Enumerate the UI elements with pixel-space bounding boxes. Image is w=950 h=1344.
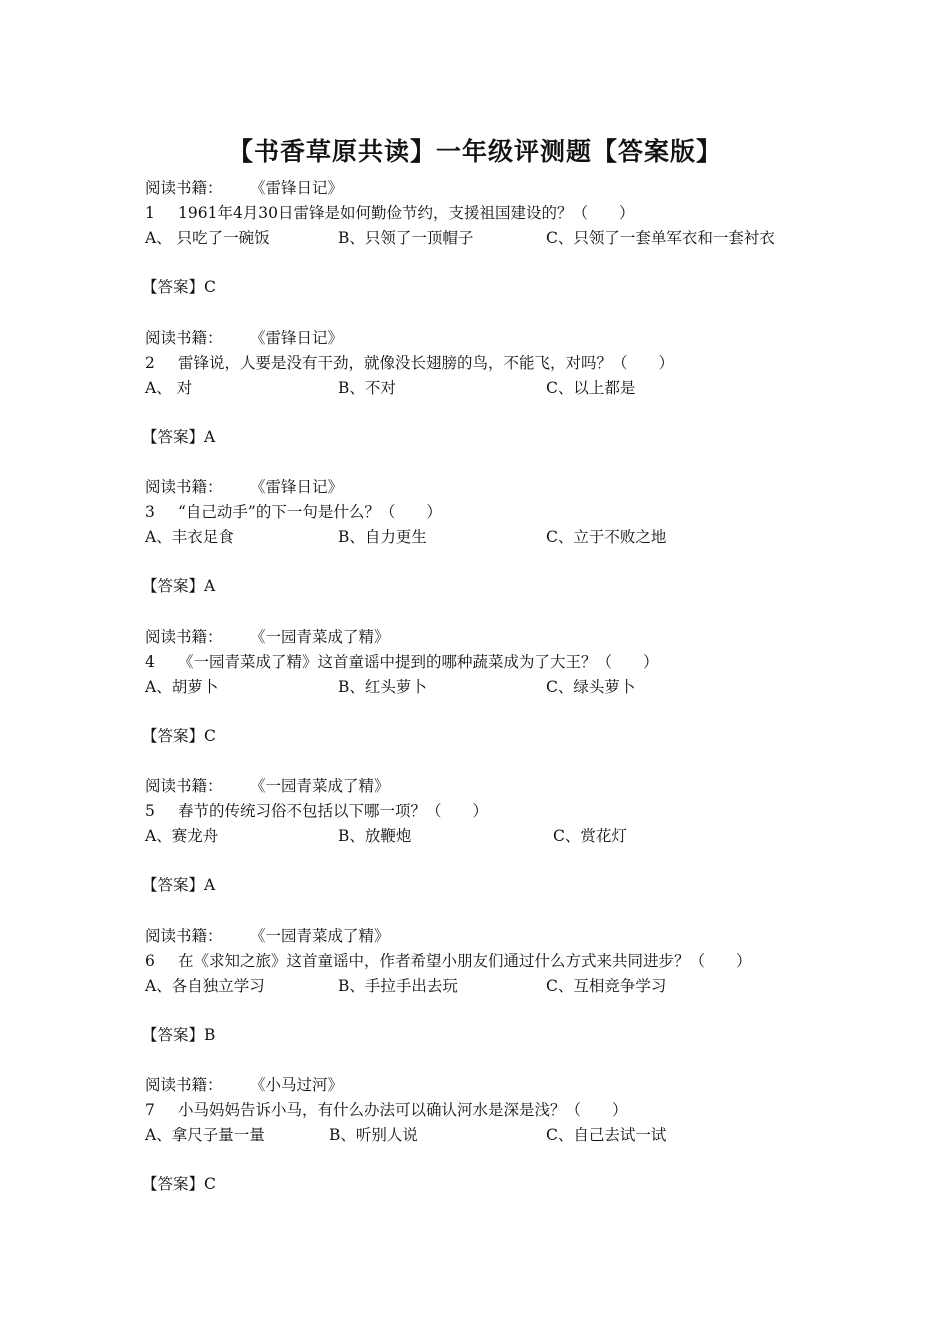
option-c: C、以上都是 — [546, 379, 636, 397]
option-a: A、各自独立学习 — [145, 977, 265, 995]
option-c: C、赏花灯 — [553, 827, 627, 845]
option-c: C、互相竞争学习 — [546, 977, 667, 995]
option-a: A、拿尺子量一量 — [145, 1126, 265, 1144]
option-b: B、只领了一顶帽子 — [338, 229, 474, 247]
option-c: C、只领了一套单军衣和一套衬衣 — [546, 229, 775, 247]
book-name: 《一园青菜成了精》 — [250, 628, 390, 646]
book-label: 阅读书籍： — [145, 179, 223, 197]
book-name: 《雷锋日记》 — [250, 329, 344, 347]
option-b: B、自力更生 — [338, 528, 427, 546]
book-label: 阅读书籍： — [145, 927, 223, 945]
option-a: A、 对 — [145, 379, 193, 397]
option-b: B、听别人说 — [329, 1126, 418, 1144]
question-text: 雷锋说，人要是没有干劲，就像没长翅膀的鸟，不能飞，对吗？（ ） — [178, 354, 675, 372]
answer-label: 【答案】A — [142, 577, 216, 595]
answer-label: 【答案】A — [142, 428, 216, 446]
book-name: 《一园青菜成了精》 — [250, 777, 390, 795]
question-text: 小马妈妈告诉小马，有什么办法可以确认河水是深是浅？（ ） — [178, 1101, 628, 1119]
answer-label: 【答案】C — [142, 727, 216, 745]
option-b: B、红头萝卜 — [338, 678, 427, 696]
document-title: 【书香草原共读】一年级评测题【答案版】 — [227, 137, 722, 166]
option-b: B、不对 — [338, 379, 396, 397]
answer-label: 【答案】C — [142, 1175, 216, 1193]
question-number: 6 — [145, 952, 155, 970]
option-b: B、手拉手出去玩 — [338, 977, 458, 995]
question-number: 3 — [145, 503, 155, 521]
question-text: 1961年4月30日雷锋是如何勤俭节约，支援祖国建设的？（ ） — [178, 204, 635, 222]
option-a: A、 只吃了一碗饭 — [145, 229, 270, 247]
option-b: B、放鞭炮 — [338, 827, 412, 845]
question-number: 2 — [145, 354, 155, 372]
question-number: 5 — [145, 802, 155, 820]
book-label: 阅读书籍： — [145, 628, 223, 646]
book-label: 阅读书籍： — [145, 1076, 223, 1094]
question-number: 4 — [145, 653, 155, 671]
option-c: C、绿头萝卜 — [546, 678, 636, 696]
answer-label: 【答案】B — [142, 1026, 216, 1044]
answer-label: 【答案】C — [142, 278, 216, 296]
option-c: C、自己去试一试 — [546, 1126, 667, 1144]
book-name: 《小马过河》 — [250, 1076, 344, 1094]
book-label: 阅读书籍： — [145, 777, 223, 795]
book-name: 《雷锋日记》 — [250, 179, 344, 197]
question-number: 1 — [145, 204, 155, 222]
book-label: 阅读书籍： — [145, 329, 223, 347]
option-a: A、胡萝卜 — [145, 678, 219, 696]
book-name: 《雷锋日记》 — [250, 478, 344, 496]
book-name: 《一园青菜成了精》 — [250, 927, 390, 945]
question-text: 在《求知之旅》这首童谣中，作者希望小朋友们通过什么方式来共同进步？（ ） — [178, 952, 752, 970]
question-text: 《一园青菜成了精》这首童谣中提到的哪种蔬菜成为了大王？（ ） — [178, 653, 659, 671]
question-number: 7 — [145, 1101, 155, 1119]
option-a: A、赛龙舟 — [145, 827, 219, 845]
book-label: 阅读书籍： — [145, 478, 223, 496]
question-text: “自己动手”的下一句是什么？（ ） — [178, 503, 442, 521]
option-c: C、立于不败之地 — [546, 528, 667, 546]
answer-label: 【答案】A — [142, 876, 216, 894]
option-a: A、丰衣足食 — [145, 528, 234, 546]
question-text: 春节的传统习俗不包括以下哪一项？（ ） — [178, 802, 489, 820]
